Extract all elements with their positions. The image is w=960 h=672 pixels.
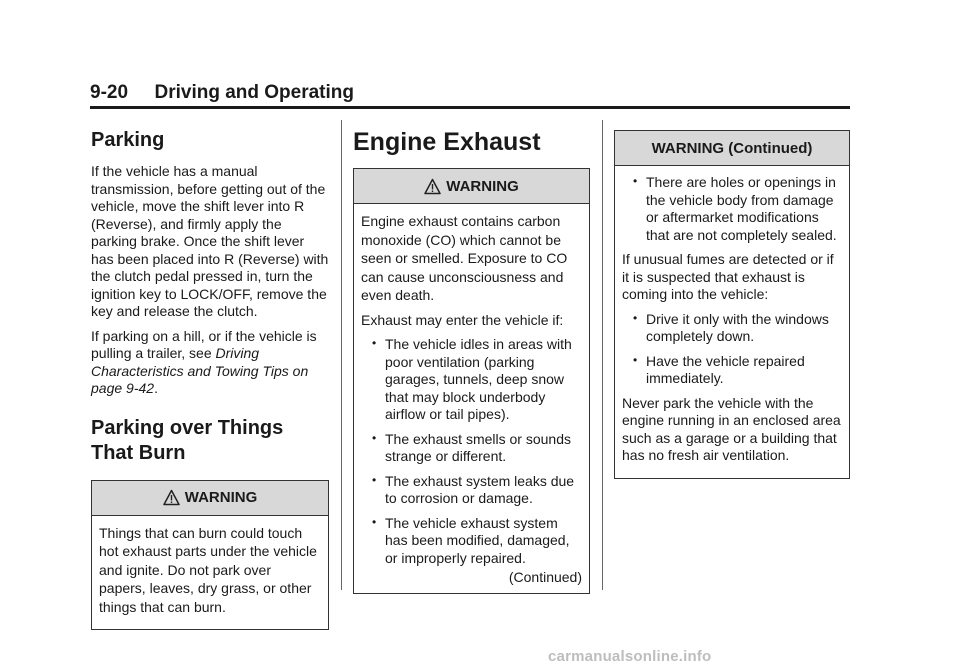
warning-box [614,130,850,479]
hill-text: If parking on a hill, or if the vehicle is pulling a trailer, see [91,327,317,361]
warning-box [353,168,590,594]
parking-paragraph: If the vehicle has a manual transmission, before getting out of the vehicle, move the shift lever into R (Reverse), and firmly apply the parking brake. Once the shift lever has been placed into R (Reverse) with the clutch pedal pressed in, turn the ignition key to LOCK/OFF, remove the key and release the clutch. [91,163,329,319]
page-header [90,82,850,106]
over-things-heading-line1: Parking over Things [91,416,284,439]
over-things-heading-line2: That Burn [91,441,186,464]
warning-body [92,516,328,630]
never-park-paragraph: Never park the vehicle with the engine running in an enclosed area such as a garage or a building that has no fresh air ventilation. [622,394,841,463]
column-left [91,120,329,630]
warning-label: WARNING [184,489,258,506]
list-item: • Drive it only with the windows completely down. [622,311,842,346]
over-things-heading [91,416,329,466]
list-item: • The exhaust smells or sounds strange or different. [361,431,582,466]
list-item: • There are holes or openings in the vehicle body from damage or aftermarket modifications that are not completely sealed. [622,174,842,244]
engine-exhaust-heading: Engine Exhaust [353,128,541,156]
hill-suffix: . [154,380,158,396]
column-right [614,120,850,479]
warning-box [91,480,329,631]
exhaust-paragraph: Engine exhaust contains carbon monoxide (CO) which cannot be seen or smelled. Exposure to CO can cause unconsciousness and even death. [361,213,568,303]
parking-heading: Parking [91,129,165,151]
section-title: Driving and Operating [154,82,355,103]
warning-body [354,204,589,593]
column-divider [341,120,342,590]
warning-continued-label: WARNING (Continued) [651,139,813,157]
fumes-paragraph: If unusual fumes are detected or if it is suspected that exhaust is coming into the vehicle: [622,251,834,302]
warning-header [92,481,328,516]
list-item: • The vehicle idles in areas with poor ventilation (parking garages, tunnels, deep snow that may block underbody airflow or tail pipes). [361,336,582,424]
column-middle [353,120,590,594]
warning-label: WARNING [446,177,519,195]
page-number: 9-20 [90,82,129,103]
exhaust-enter-paragraph: Exhaust may enter the vehicle if: [361,311,564,328]
watermark: carmanualsonline.info [548,648,712,665]
warning-body [615,166,849,478]
list-item: • The exhaust system leaks due to corrosion or damage. [361,473,582,508]
column-divider [602,120,603,590]
header-rule [90,106,850,109]
towing-tips-link[interactable]: Driving Characteristics and Towing Tips on page 9-42 [91,345,309,396]
warning-triangle-icon [163,489,180,506]
warning-triangle-icon [424,178,441,195]
parking-hill-paragraph [91,328,329,398]
warning-header [615,131,849,166]
warning-header [354,169,589,204]
warning-text: Things that can burn could touch hot exhaust parts under the vehicle and ignite. Do not park over papers, leaves, dry grass, or other things that can burn. [99,524,317,615]
list-item: • The vehicle exhaust system has been modified, damaged, or improperly repaired. [361,515,582,568]
list-item: • Have the vehicle repaired immediately. [622,353,842,388]
continued-label: (Continued) [508,569,582,585]
